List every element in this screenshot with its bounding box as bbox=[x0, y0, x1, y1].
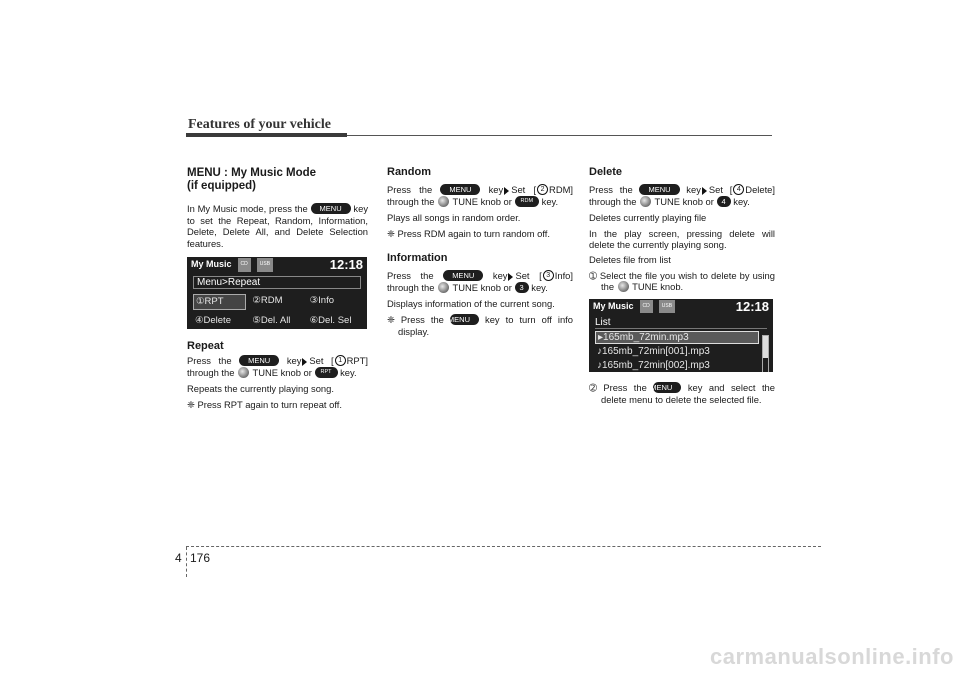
random-description: Plays all songs in random order. bbox=[387, 212, 521, 224]
lcd-mode-label: My Music bbox=[191, 259, 232, 270]
arrow-right-icon bbox=[302, 358, 307, 366]
section-heading-information: Information bbox=[387, 251, 448, 264]
tune-knob-icon bbox=[438, 196, 449, 207]
delete-description-3: Deletes file from list bbox=[589, 254, 671, 266]
lcd-mode-label: My Music bbox=[593, 301, 634, 312]
column-3 bbox=[589, 167, 775, 409]
menu-key-icon: MENU bbox=[440, 184, 480, 195]
header-bar bbox=[186, 133, 347, 137]
circled-number-icon: 2 bbox=[537, 184, 548, 195]
footer-divider bbox=[186, 547, 187, 577]
information-instructions: Press the MENU key Set [ 3 Info] through the TUNE knob or 3 key. bbox=[387, 270, 573, 294]
delete-description-2: In the play screen, pressing delete will delete the currently playing song. bbox=[589, 227, 775, 250]
column-2 bbox=[387, 167, 573, 341]
lcd-menu-item-info: ③Info bbox=[309, 295, 335, 307]
arrow-right-icon bbox=[702, 187, 707, 195]
section-heading-random: Random bbox=[387, 166, 431, 178]
menu-key-icon: MENU bbox=[653, 382, 681, 393]
lcd-list-item: ▸165mb_72min.mp3 bbox=[595, 331, 759, 344]
lcd-status-bar bbox=[589, 299, 773, 315]
lcd-menu-item-del-all: ⑤Del. All bbox=[252, 314, 291, 326]
section-heading-my-music: MENU : My Music Mode (if equipped) bbox=[187, 167, 317, 192]
rpt-key-icon: RPT bbox=[315, 367, 338, 378]
tune-knob-icon bbox=[238, 367, 249, 378]
section-heading-delete: Delete bbox=[589, 166, 623, 178]
delete-instructions: Press the MENU key Set [ 4 Delete] through the TUNE knob or 4 key. bbox=[589, 184, 776, 208]
footer-rule bbox=[186, 546, 821, 547]
circled-number-icon: 3 bbox=[543, 270, 554, 281]
lcd-menu-item-rpt: ①RPT bbox=[193, 294, 246, 309]
page-number: 176 bbox=[190, 551, 211, 565]
lcd-menu-path: Menu>Repeat bbox=[193, 276, 361, 289]
header-rule bbox=[347, 135, 772, 136]
lcd-menu-item-delete: ④Delete bbox=[195, 314, 231, 326]
menu-key-icon: MENU bbox=[311, 203, 351, 214]
chapter-number: 4 bbox=[175, 551, 182, 565]
lcd-list-item: ♪165mb_72min[001].mp3 bbox=[597, 346, 710, 358]
tune-knob-icon bbox=[640, 196, 651, 207]
lcd-scrollbar bbox=[762, 335, 769, 372]
lcd-clock: 12:18 bbox=[735, 299, 769, 315]
usb-badge: USB bbox=[257, 258, 273, 271]
cd-badge: CD bbox=[238, 258, 251, 271]
repeat-instructions: Press the MENU key Set [ 1 RPT] through the TUNE knob or RPT key. bbox=[187, 355, 369, 379]
watermark: carmanualsonline.info bbox=[710, 644, 954, 669]
lcd-list-item: ♪165mb_72min[002].mp3 bbox=[597, 359, 710, 371]
column-1 bbox=[187, 167, 368, 414]
lcd-clock: 12:18 bbox=[329, 257, 363, 273]
number-4-key-icon: 4 bbox=[717, 196, 731, 207]
tune-knob-icon bbox=[618, 281, 629, 292]
delete-description-1: Deletes currently playing file bbox=[589, 212, 707, 224]
repeat-description: Repeats the currently playing song. bbox=[187, 383, 334, 395]
information-description: Displays information of the current song. bbox=[387, 298, 555, 310]
section-heading-repeat: Repeat bbox=[187, 339, 224, 352]
lcd-list-title: List bbox=[595, 317, 767, 329]
tune-knob-icon bbox=[438, 282, 449, 293]
random-instructions: Press the MENU key Set [ 2 RDM] through the TUNE knob or RDM key. bbox=[387, 184, 574, 208]
usb-badge: USB bbox=[659, 300, 675, 313]
running-header: Features of your vehicle bbox=[188, 117, 331, 132]
my-music-menu-screen bbox=[187, 257, 367, 329]
cd-badge: CD bbox=[640, 300, 653, 313]
menu-key-icon: MENU bbox=[239, 355, 279, 366]
menu-key-icon: MENU bbox=[443, 270, 483, 281]
lcd-menu-grid bbox=[193, 294, 361, 327]
lcd-scrollbar-thumb bbox=[763, 336, 768, 358]
intro-paragraph: In My Music mode, press the MENU key to set the Repeat, Random, Information, Delete, Delete All, and Delete Selection features. bbox=[187, 203, 369, 249]
delete-step-2: ➁ Press the MENU key and select the delete menu to delete the selected file. bbox=[589, 381, 775, 405]
delete-step-1: ➀ Select the file you wish to delete by using the TUNE knob. bbox=[589, 269, 775, 292]
random-note: ❈ Press RDM again to turn random off. bbox=[387, 227, 550, 239]
repeat-note: ❈ Press RPT again to turn repeat off. bbox=[187, 398, 342, 410]
menu-key-icon: MENU bbox=[639, 184, 679, 195]
lcd-menu-item-del-sel: ⑥Del. Sel bbox=[309, 314, 352, 326]
lcd-menu-item-rdm: ②RDM bbox=[252, 295, 283, 307]
arrow-right-icon bbox=[504, 187, 509, 195]
arrow-right-icon bbox=[508, 273, 513, 281]
information-note: ❈ Press the MENU key to turn off info display. bbox=[387, 313, 573, 337]
circled-number-icon: 4 bbox=[733, 184, 744, 195]
number-3-key-icon: 3 bbox=[515, 282, 529, 293]
rdm-key-icon: RDM bbox=[515, 196, 540, 207]
my-music-list-screen bbox=[589, 299, 773, 372]
lcd-status-bar bbox=[187, 257, 367, 273]
menu-key-icon: MENU bbox=[450, 314, 479, 325]
circled-number-icon: 1 bbox=[335, 355, 346, 366]
